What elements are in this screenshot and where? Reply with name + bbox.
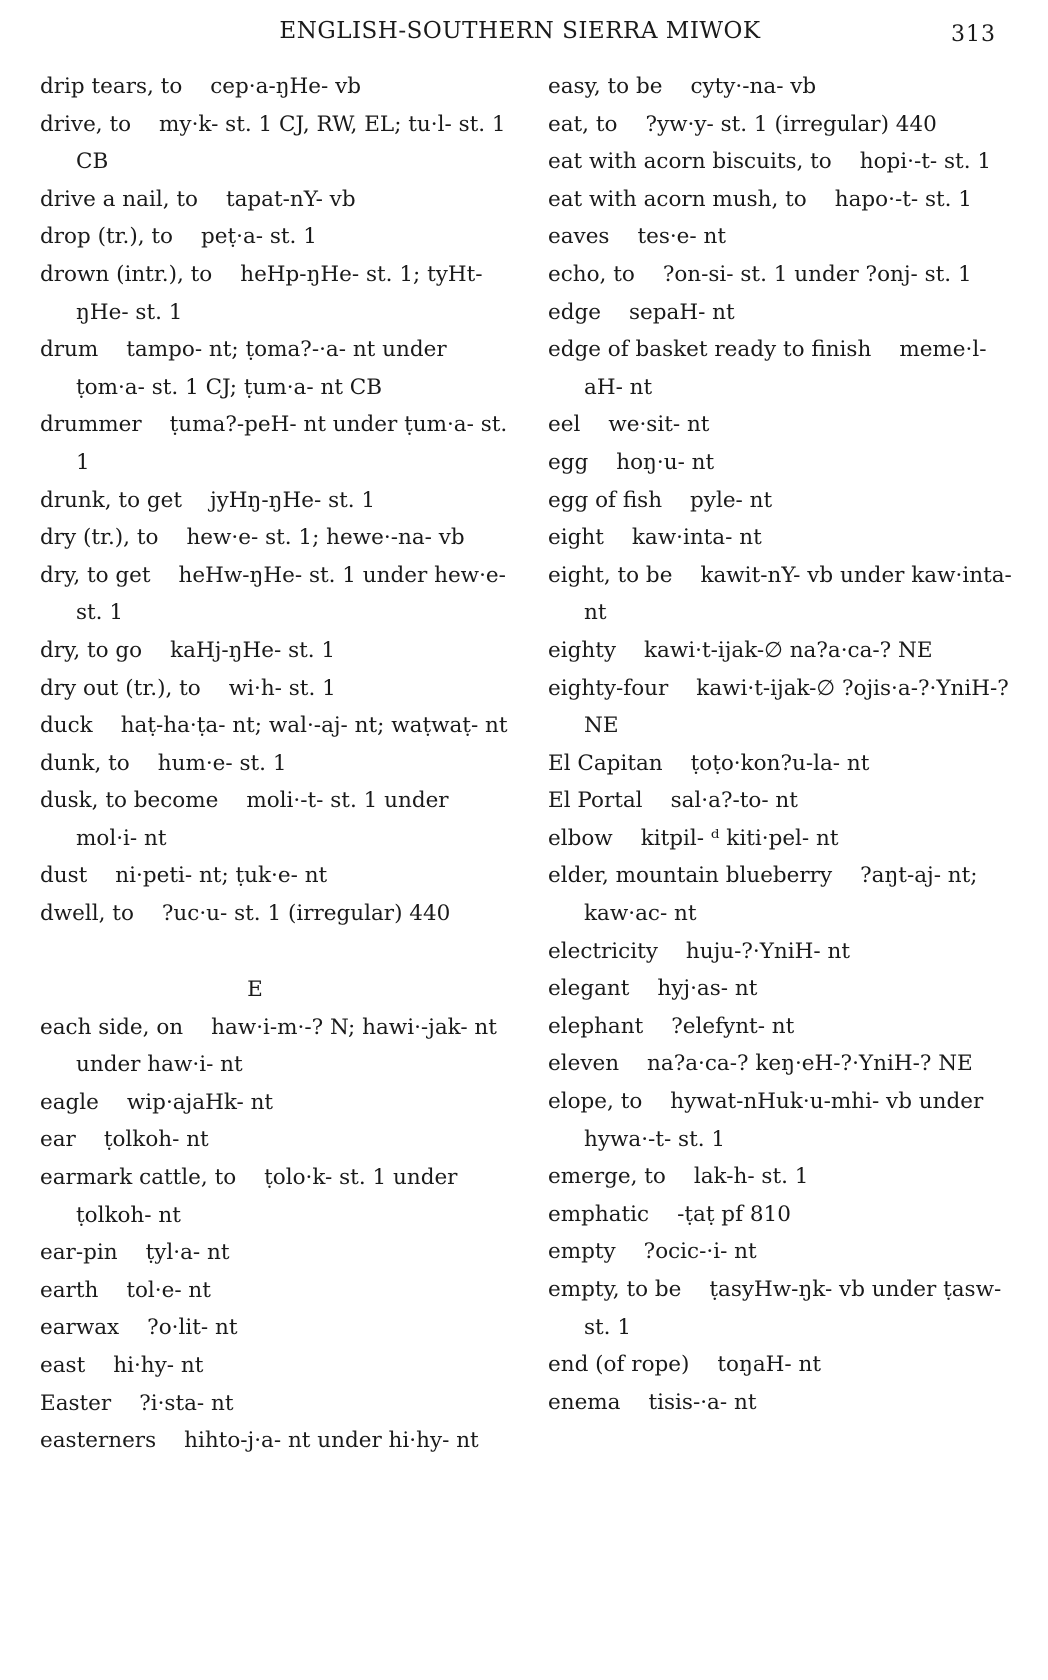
dictionary-entry [548, 670, 1018, 745]
entry-gloss: kaHj-ŋHe- st. 1 [170, 637, 336, 663]
entry-headword: empty [548, 1239, 616, 1265]
dictionary-entry [40, 1309, 510, 1347]
entry-gloss: huju-?·YniH- nt [685, 938, 850, 964]
entry-headword: drum [40, 337, 99, 363]
dictionary-entry [548, 106, 1018, 144]
dictionary-entry [40, 331, 510, 406]
entry-headword: dusk, to become [40, 788, 219, 814]
dictionary-entry [548, 181, 1018, 219]
entry-headword: eat, to [548, 111, 618, 137]
section-spacer [40, 933, 510, 971]
entry-headword: earmark cattle, to [40, 1165, 237, 1191]
entry-headword: each side, on [40, 1014, 184, 1040]
entry-headword: eleven [548, 1051, 620, 1077]
dictionary-entry [40, 782, 510, 857]
dictionary-entry [548, 519, 1018, 557]
dictionary-entry [548, 1384, 1018, 1422]
entry-headword: easterners [40, 1428, 157, 1454]
dictionary-entry [548, 294, 1018, 332]
entry-gloss: ṭolo·k- st. 1 under ṭolkoh- nt [76, 1165, 458, 1228]
entry-gloss: tampo- nt; ṭoma?-·a- nt under ṭom·a- st. 1 CJ; ṭum·a- nt CB [76, 337, 447, 400]
entry-gloss: hi·hy- nt [113, 1353, 204, 1378]
dictionary-entry [548, 1196, 1018, 1234]
dictionary-entry [548, 68, 1018, 106]
page-header [0, 18, 1048, 52]
entry-headword: dry, to get [40, 562, 151, 588]
entry-headword: dunk, to [40, 750, 130, 776]
dictionary-entry [40, 857, 510, 895]
entry-headword: eight, to be [548, 562, 673, 588]
entry-headword: drive, to [40, 111, 132, 137]
dictionary-entry [548, 1083, 1018, 1158]
entry-gloss: -ṭaṭ pf 810 [677, 1201, 791, 1227]
dictionary-entry [548, 933, 1018, 971]
entry-gloss: kawi·t-ijak-∅ ?ojis·a-?·YniH-? NE [584, 675, 1009, 739]
entry-gloss: haw·i-m·-? N; hawi·-jak- nt under haw·i- nt [76, 1014, 497, 1078]
dictionary-entry [40, 256, 510, 331]
entry-gloss: hopi·-t- st. 1 [859, 149, 992, 175]
dictionary-entry [40, 1347, 510, 1385]
entry-headword: drunk, to get [40, 487, 182, 513]
dictionary-entry [548, 1158, 1018, 1196]
entry-gloss: ?on-si- st. 1 under ?onj- st. 1 [662, 261, 972, 287]
section-letter: E [247, 976, 263, 1002]
entry-headword: eel [548, 412, 581, 438]
dictionary-entry [548, 331, 1018, 406]
entry-gloss: tol·e- nt [126, 1277, 211, 1303]
running-head: ENGLISH-SOUTHERN SIERRA MIWOK [279, 18, 761, 44]
entry-gloss: na?a·ca-? keŋ·eH-?·YniH-? NE [647, 1051, 973, 1077]
dictionary-entry [40, 519, 510, 557]
dictionary-entry [40, 632, 510, 670]
dictionary-entry [40, 1084, 510, 1122]
dictionary-entry [40, 406, 510, 481]
entry-gloss: ?ocic-·i- nt [643, 1239, 757, 1265]
left-column [40, 68, 510, 1460]
dictionary-entry [548, 557, 1018, 632]
dictionary-entry [548, 745, 1018, 783]
entry-gloss: ?i·sta- nt [139, 1390, 234, 1416]
entry-gloss: kaw·inta- nt [631, 525, 762, 551]
right-entry-list [548, 68, 1018, 1421]
entry-gloss: kitpil- ᵈ kiti·pel- nt [640, 825, 839, 851]
entry-headword: easy, to be [548, 74, 663, 99]
entry-headword: elegant [548, 976, 630, 1002]
dictionary-entry [548, 1233, 1018, 1271]
entry-headword: earwax [40, 1315, 120, 1341]
dictionary-entry [548, 218, 1018, 256]
entry-headword: dwell, to [40, 901, 134, 927]
entry-gloss: lak-h- st. 1 [693, 1164, 809, 1190]
entry-headword: drown (intr.), to [40, 261, 213, 287]
entry-headword: egg [548, 449, 589, 475]
entry-headword: eighty-four [548, 675, 669, 701]
dictionary-entry [548, 143, 1018, 181]
dictionary-entry [40, 557, 510, 632]
entry-gloss: ṭasyHw-ŋk- vb under ṭasw- st. 1 [584, 1277, 1002, 1340]
entry-gloss: wip·ajaHk- nt [126, 1089, 274, 1115]
entry-headword: dry out (tr.), to [40, 675, 201, 701]
entry-headword: Easter [40, 1390, 112, 1416]
entry-gloss: ?uc·u- st. 1 (irregular) 440 [161, 901, 451, 927]
entry-gloss: cyty·-na- vb [690, 74, 817, 99]
entry-gloss: tes·e- nt [637, 224, 726, 250]
entry-gloss: wi·h- st. 1 [228, 675, 336, 701]
entry-gloss: ?yw·y- st. 1 (irregular) 440 [645, 111, 937, 137]
entry-gloss: we·sit- nt [608, 412, 710, 438]
dictionary-entry [548, 1008, 1018, 1046]
dictionary-entry [40, 1272, 510, 1310]
dictionary-entry [40, 1234, 510, 1272]
dictionary-entry [40, 1422, 510, 1460]
entry-headword: earth [40, 1277, 99, 1303]
entry-headword: emerge, to [548, 1164, 666, 1190]
left-entry-list-e [40, 1009, 510, 1460]
dictionary-entry [40, 218, 510, 256]
dictionary-entry [548, 1346, 1018, 1384]
dictionary-entry [40, 68, 510, 106]
entry-gloss: hapo·-t- st. 1 [834, 186, 972, 212]
entry-gloss: ?o·lit- nt [147, 1315, 238, 1341]
dictionary-entry [40, 745, 510, 783]
entry-headword: emphatic [548, 1201, 650, 1227]
dictionary-entry [548, 857, 1018, 932]
entry-headword: elbow [548, 825, 613, 851]
entry-gloss: ṭyl·a- nt [145, 1240, 230, 1266]
entry-gloss: hoŋ·u- nt [616, 449, 715, 475]
entry-gloss: heHw-ŋHe- st. 1 under hew·e- st. 1 [76, 562, 506, 626]
entry-gloss: ?aŋt-aj- nt; kaw·ac- nt [584, 863, 978, 927]
entry-gloss: kawi·t-ijak-∅ na?a·ca-? NE [644, 637, 933, 663]
entry-gloss: sepaH- nt [628, 299, 735, 325]
dictionary-entry [548, 820, 1018, 858]
dictionary-entry [548, 782, 1018, 820]
left-entry-list [40, 68, 510, 933]
entry-gloss: ṭolkoh- nt [103, 1127, 209, 1153]
dictionary-entry [548, 406, 1018, 444]
entry-headword: drive a nail, to [40, 186, 198, 212]
entry-headword: eat with acorn mush, to [548, 186, 807, 212]
dictionary-entry [40, 1009, 510, 1084]
entry-gloss: kawit-nY- vb under kaw·inta- nt [584, 562, 1012, 626]
entry-gloss: ṭoṭo·kon?u-la- nt [690, 750, 870, 776]
entry-headword: elephant [548, 1013, 644, 1039]
dictionary-entry [548, 256, 1018, 294]
right-column [548, 68, 1018, 1421]
dictionary-entry [548, 482, 1018, 520]
entry-gloss: cep·a-ŋHe- vb [210, 74, 362, 99]
entry-headword: end (of rope) [548, 1352, 690, 1378]
entry-headword: east [40, 1353, 86, 1378]
entry-gloss: hihto-j·a- nt under hi·hy- nt [184, 1428, 479, 1454]
entry-headword: eat with acorn biscuits, to [548, 149, 832, 175]
entry-gloss: ?elefynt- nt [671, 1013, 795, 1039]
entry-headword: drop (tr.), to [40, 224, 173, 250]
dictionary-entry [40, 707, 510, 745]
entry-headword: elder, mountain blueberry [548, 863, 833, 889]
dictionary-entry [548, 444, 1018, 482]
entry-gloss: hew·e- st. 1; hewe·-na- vb [186, 525, 465, 551]
entry-gloss: pyle- nt [690, 487, 773, 513]
entry-gloss: hywat-nHuk·u-mhi- vb under hywa·-t- st. 1 [584, 1089, 984, 1152]
entry-gloss: peṭ·a- st. 1 [201, 224, 317, 250]
dictionary-entry [40, 1121, 510, 1159]
entry-gloss: haṭ-ha·ṭa- nt; wal·-aj- nt; waṭwaṭ- nt [120, 713, 508, 739]
page-number: 313 [951, 22, 996, 47]
entry-headword: ear-pin [40, 1240, 118, 1266]
entry-headword: eighty [548, 637, 616, 663]
entry-headword: drummer [40, 412, 142, 438]
entry-gloss: ni·peti- nt; ṭuk·e- nt [115, 863, 328, 889]
entry-gloss: moli·-t- st. 1 under mol·i- nt [76, 788, 449, 851]
entry-headword: eagle [40, 1089, 99, 1115]
dictionary-entry [40, 895, 510, 933]
entry-gloss: jyHŋ-ŋHe- st. 1 [209, 487, 376, 513]
entry-gloss: toŋaH- nt [717, 1352, 821, 1378]
entry-headword: empty, to be [548, 1277, 682, 1302]
entry-headword: egg of fish [548, 487, 663, 513]
entry-headword: echo, to [548, 261, 635, 287]
dictionary-entry [548, 1271, 1018, 1346]
dictionary-entry [40, 482, 510, 520]
dictionary-entry [40, 670, 510, 708]
entry-headword: El Portal [548, 788, 643, 814]
entry-headword: eight [548, 525, 604, 551]
dictionary-entry [40, 1159, 510, 1234]
entry-headword: El Capitan [548, 750, 663, 776]
entry-gloss: sal·a?-to- nt [670, 788, 798, 814]
entry-headword: edge [548, 299, 601, 325]
entry-headword: drip tears, to [40, 74, 183, 99]
entry-gloss: hum·e- st. 1 [157, 750, 287, 776]
dictionary-entry [40, 181, 510, 219]
entry-headword: elope, to [548, 1089, 643, 1115]
entry-headword: electricity [548, 938, 658, 964]
entry-gloss: heHp-ŋHe- st. 1; tyHt-ŋHe- st. 1 [76, 261, 483, 325]
entry-gloss: tisis-·a- nt [648, 1389, 757, 1415]
dictionary-entry [548, 1045, 1018, 1083]
entry-headword: enema [548, 1389, 621, 1415]
entry-headword: dust [40, 863, 88, 889]
entry-headword: eaves [548, 224, 610, 250]
entry-gloss: meme·l-aH- nt [584, 337, 987, 400]
entry-headword: dry (tr.), to [40, 525, 159, 551]
dictionary-entry [40, 1385, 510, 1423]
entry-gloss: ṭuma?-peH- nt under ṭum·a- st. 1 [76, 412, 508, 475]
dictionary-entry [548, 970, 1018, 1008]
entry-headword: ear [40, 1127, 76, 1153]
dictionary-entry [548, 632, 1018, 670]
entry-gloss: tapat-nY- vb [225, 186, 356, 212]
entry-headword: edge of basket ready to finish [548, 337, 872, 363]
entry-gloss: hyj·as- nt [657, 976, 758, 1002]
entry-headword: duck [40, 713, 93, 739]
entry-gloss: my·k- st. 1 CJ, RW, EL; tu·l- st. 1 CB [76, 111, 506, 175]
entry-headword: dry, to go [40, 637, 143, 663]
dictionary-entry [40, 106, 510, 181]
